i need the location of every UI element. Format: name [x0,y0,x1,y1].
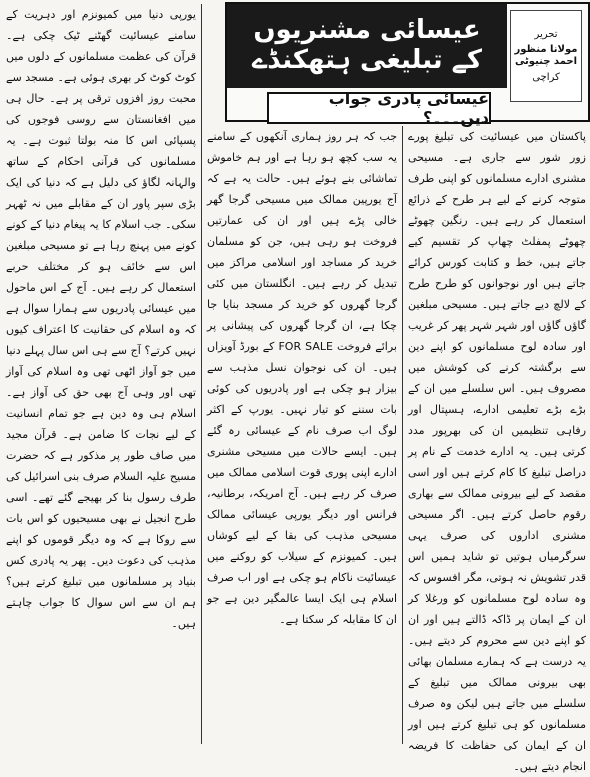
column-text: یورپی دنیا میں کمیونزم اور دہریت کے سامنے عیسائیت گھٹنے ٹیک چکی ہے۔ قرآن کی عظمت مسلمانوں کے دلوں میں کوٹ کوٹ کر بھری ہوئی ہے۔ مسجد سے محبت روز افزوں ترقی پر ہے۔ حال ہی میں افغانستان سے روسی فوجوں کی پسپائی اس کا منہ بولتا ثبوت ہے۔ یہ مسلمانوں کی قرآنی احکام کے ساتھ والہانہ لگاؤ کی دلیل ہے کہ دنیا کی ایک بڑی سپر پاور ان کے مقابلے میں نہ ٹھہر سکی۔ جب اسلام کا یہ پیغام دنیا کے کونے کونے میں پہنچ رہا ہے تو مسیحی مبلغین اس سے خائف ہو کر مختلف حربے استعمال کر رہے ہیں۔ آج کے اس ماحول میں عیسائی پادریوں سے ہمارا سوال ہے کہ وہ اسلام کی حقانیت کا اعتراف کیوں نہیں کرتے؟ آج سے ہی اس سال پہلے دنیا میں جو آواز اٹھی تھی وہ اسلام کی آواز تھی اور وہی آج بھی حق کی آواز ہے۔ اسلام ہی وہ دین ہے جو تمام انسانیت کے لیے نجات کا ضامن ہے۔ قرآن مجید میں صاف طور پر مذکور ہے کہ حضرت مسیح علیہ السلام صرف بنی اسرائیل کی طرف رسول بنا کر بھیجے گئے تھے۔ اسی طرح انجیل نے بھی مسیحیوں کو اس بات سے روکا ہے کہ وہ دیگر قوموں کو اپنے مذہب کی دعوت دیں۔ پھر یہ پادری کس بنیاد پر مسلمانوں میں تبلیغ کرتے ہیں؟ ہم ان سے اس سوال کا جواب چاہتے ہیں۔ [6,8,196,630]
article-subtitle: عیسائی پادری جواب دیں۔۔۔؟ [267,92,491,124]
column-divider [201,4,202,744]
article-header [225,2,590,127]
author-city: کراچی [532,72,560,83]
author-name: مولانا منظور احمد چنیوٹی [514,44,578,67]
author-box [510,10,582,102]
column-text: جب کہ ہر روز ہماری آنکھوں کے سامنے یہ سب کچھ ہو رہا ہے اور ہم خاموش تماشائی بنے ہوئے ہیں۔ حالت یہ ہے کہ آج یورپین ممالک میں مسیحی گرجا گھر خالی پڑے ہیں اور ان کی عمارتیں فروخت ہو رہی ہیں، جن کو مسلمان خرید کر مساجد اور اسلامی مراکز میں تبدیل کر رہے ہیں۔ انگلستان میں کئی گرجا گھروں کو خرید کر مسجد بنایا جا چکا ہے، ان گرجا گھروں کی پیشانی پر برائے فروخت FOR SALE کے بورڈ آویزاں ہیں۔ ان کی نوجوان نسل مذہب سے بیزار ہو چکی ہے اور پادریوں کی کوئی بات سننے کو تیار نہیں۔ یورپ کے اکثر لوگ اب صرف نام کے عیسائی رہ گئے ہیں۔ ایسے حالات میں مسیحی مشنری ادارے اپنی پوری قوت اسلامی ممالک میں صرف کر رہے ہیں۔ آج امریکہ، برطانیہ، فرانس اور دیگر یورپی عیسائی ممالک مسیحی مذہب کی بقا کے لیے کوشاں ہیں۔ کمیونزم کے سیلاب کو روکنے میں عیسائیت ناکام ہو چکی ہے اور اب صرف اسلام ہی ایک ایسا عالمگیر دین ہے جو ان کا مقابلہ کر سکتا ہے۔ [207,130,397,626]
column-text: پاکستان میں عیسائیت کی تبلیغ پورے زور شور سے جاری ہے۔ مسیحی مشنری ادارے مسلمانوں کو اپنی طرف متوجہ کرنے کے لیے ہر طرح کے ذرائع استعمال کر رہے ہیں۔ رنگین چھوٹے چھوٹے پمفلٹ چھاپ کر تقسیم کیے جاتے ہیں، خط و کتابت کورس کرائے جاتے ہیں اور نوجوانوں کو طرح طرح کے لالچ دیے جاتے ہیں۔ مسیحی مبلغین گاؤں گاؤں اور شہر شہر پھر کر غریب اور سادہ لوح مسلمانوں کو اپنے دین سے برگشتہ کرنے کی کوشش میں مصروف ہیں۔ اس سلسلے میں ان کے بڑے بڑے تعلیمی ادارے، ہسپتال اور رفاہی تنظیمیں ان کی بھرپور مدد کرتی ہیں۔ یہ ادارے خدمت کے نام پر دراصل تبلیغ کا کام کرتے ہیں اور اسی مقصد کے لیے بیرونی ممالک سے بھاری رقوم حاصل کرتے ہیں۔ اگر مسیحی مشنری اداروں کی صرف یہی سرگرمیاں ہوتیں تو شاید ہمیں اس قدر تشویش نہ ہوتی، مگر افسوس کہ وہ سادہ لوح مسلمانوں کو ورغلا کر ان کے ایمان پر ڈاکہ ڈالتے ہیں اور ان کو اپنے دین سے محروم کر دیتے ہیں۔ یہ درست ہے کہ ہمارے مسلمان بھائی بھی بیرونی ممالک میں تبلیغ کے سلسلے میں جاتے ہیں لیکن وہ صرف مسلمانوں کو ہی تبلیغ کرتے ہیں اور ان کے ایمان کی حفاظت کا فریضہ انجام دیتے ہیں۔ [408,130,586,773]
text-column-left [6,4,196,744]
text-column-right [408,126,586,773]
text-column-middle [207,126,397,744]
column-divider [402,126,403,744]
title-band [227,4,507,88]
article-title: عیسائی مشنریوں کے تبلیغی ہتھکنڈے [251,15,483,75]
author-label: تحریر [534,29,558,40]
